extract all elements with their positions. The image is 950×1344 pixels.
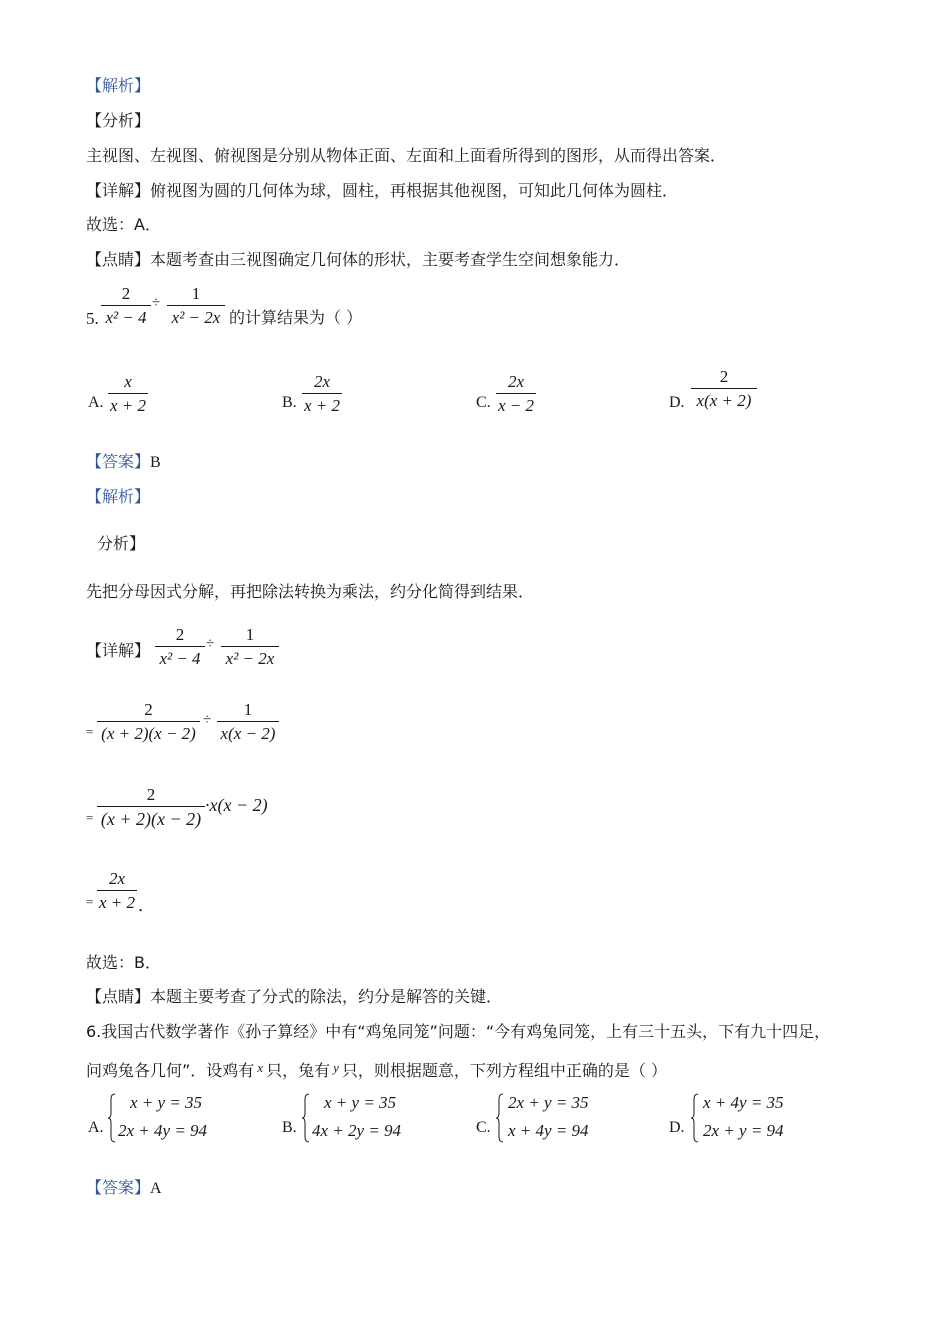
q5-step1-divide-sign: ÷ [203, 712, 212, 728]
q5-option-d-label: D. [669, 394, 685, 411]
q5-step3-den: x + 2 [98, 893, 136, 912]
q5-step2-den: (x + 2)(x − 2) [100, 809, 202, 829]
q5-detail-tag: 【详解】 [86, 641, 151, 660]
q5-option-b-den: x + 2 [303, 396, 341, 415]
q5-answer [86, 451, 161, 474]
q6-stem-part-a: 问鸡兔各几何”．设鸡有 [86, 1061, 255, 1080]
q5-step2-fraction [97, 784, 205, 829]
q5-step1-equals: = [86, 724, 94, 739]
q6-option-c-eq2: x + 4y = 94 [508, 1121, 589, 1140]
q5-option-c-fraction [496, 371, 536, 416]
q5-step1-fraction-2 [217, 699, 279, 744]
q5-option-a-label: A. [88, 394, 104, 411]
q4-detail [86, 180, 678, 202]
q5-option-d-num: 2 [719, 367, 729, 386]
q4-comment-text: 本题考查由三视图确定几何体的形状，主要考查学生空间想象能力． [150, 250, 631, 269]
q6-var-x: x [257, 1060, 264, 1075]
q5-detail-f2-den: x² − 2x [225, 649, 275, 668]
q5-detail-fraction-2 [221, 624, 279, 669]
q6-option-c-eq1: 2x + y = 35 [508, 1093, 589, 1112]
q6-option-a-eq1: x + y = 35 [130, 1093, 203, 1112]
q5-option-c-num: 2x [507, 372, 525, 391]
q5-f1-num: 2 [121, 284, 131, 303]
q5-step1-den2: x(x − 2) [220, 724, 276, 743]
q5-fraction-2 [167, 283, 225, 328]
q6-stem-part-c: 只，则根据题意，下列方程组中正确的是（ ） [341, 1061, 667, 1080]
q5-comment-tag: 【点睛】 [86, 987, 151, 1006]
q5-number: 5. [86, 309, 99, 328]
q5-step3-equals: = [86, 894, 94, 909]
q5-answer-tag: 【答案】 [86, 452, 151, 471]
q5-option-c-label: C. [476, 394, 491, 411]
q6-option-d-eq2: 2x + y = 94 [703, 1121, 784, 1140]
q6-answer [86, 1177, 162, 1200]
q5-step1-num2: 1 [243, 700, 253, 719]
q5-step1-fraction-1 [97, 699, 200, 744]
q5-f2-num: 1 [191, 284, 201, 303]
q5-step1-den: (x + 2)(x − 2) [101, 724, 196, 743]
brace-icon [496, 1093, 504, 1143]
q6-option-d-label: D. [669, 1119, 685, 1136]
q5-option-d-den: x(x + 2) [696, 391, 752, 410]
q5-option-a-num: x [124, 372, 132, 391]
q4-detail-tag: 【详解】 [86, 181, 151, 200]
q4-comment [86, 249, 630, 271]
q4-analysis: 主视图、左视图、俯视图是分别从物体正面、左面和上面看所得到的图形，从而得出答案． [86, 146, 727, 165]
q6-stem-line-2 [86, 1057, 667, 1082]
q5-step3-num: 2x [108, 869, 126, 888]
q6-option-a-eq2: 2x + 4y = 94 [118, 1121, 208, 1140]
q5-option-a-den: x + 2 [109, 396, 147, 415]
q6-option-d-eq1: x + 4y = 35 [703, 1093, 784, 1112]
q6-option-a-label: A. [88, 1119, 104, 1136]
q5-stem-tail: 的计算结果为（ ） [229, 308, 363, 327]
q5-answer-value: B [150, 454, 161, 471]
q4-jiexi-tag: 【解析】 [86, 76, 151, 95]
q5-comment-text: 本题主要考查了分式的除法，约分是解答的关键． [150, 987, 503, 1006]
q6-option-b-label: B. [282, 1119, 297, 1136]
q5-detail-divide-sign: ÷ [206, 636, 215, 652]
q5-option-c-den: x − 2 [497, 396, 535, 415]
q5-f2-den: x² − 2x [171, 308, 221, 327]
q5-choice: 故选：B． [86, 953, 161, 972]
q5-f1-den: x² − 4 [105, 308, 147, 327]
q5-step3-fraction [97, 868, 137, 913]
q5-divide-sign: ÷ [152, 295, 161, 311]
q5-step3-period: ． [138, 896, 155, 915]
q5-comment [86, 986, 502, 1008]
q5-fraction-1 [101, 283, 151, 328]
brace-icon [302, 1093, 310, 1143]
q6-option-b-eq1: x + y = 35 [324, 1093, 397, 1112]
q4-detail-text: 俯视图为圆的几何体为球，圆柱，再根据其他视图，可知此几何体为圆柱． [150, 181, 679, 200]
brace-icon [108, 1093, 116, 1143]
q5-option-b-num: 2x [313, 372, 331, 391]
q5-step2-tail: ·x(x − 2) [205, 795, 268, 815]
q6-answer-value: A [150, 1180, 162, 1197]
q5-option-a-fraction [108, 371, 148, 416]
q5-detail-f1-num: 2 [175, 625, 185, 644]
brace-icon [691, 1093, 699, 1143]
q6-answer-tag: 【答案】 [86, 1178, 151, 1197]
q4-comment-tag: 【点睛】 [86, 250, 151, 269]
q5-detail-f2-num: 1 [245, 625, 255, 644]
q6-stem-part-b: 只，兔有 [266, 1061, 331, 1080]
q5-jiexi-tag: 【解析】 [86, 487, 151, 506]
q5-step1-num: 2 [144, 700, 153, 719]
q6-option-b-eq2: 4x + 2y = 94 [312, 1121, 402, 1140]
q6-var-y: y [333, 1060, 339, 1075]
q6-option-c-label: C. [476, 1119, 491, 1136]
q6-stem-line-1: 6.我国古代数学著作《孙子算经》中有“鸡兔同笼”问题：“今有鸡兔同笼，上有三十五头，下有九十四足， [86, 1022, 831, 1041]
q5-analysis: 先把分母因式分解，再把除法转换为乘法，约分化简得到结果． [86, 582, 535, 601]
q5-option-b-fraction [302, 371, 342, 416]
q5-step2-equals: = [86, 810, 94, 825]
q5-option-b-label: B. [282, 394, 297, 411]
q4-fenxi-tag: 【分析】 [86, 111, 151, 130]
q5-step2-num: 2 [146, 785, 156, 804]
q5-option-d-fraction [691, 366, 757, 411]
q4-choice: 故选：A． [86, 215, 161, 234]
q5-fenxi-tag: 分析】 [97, 534, 146, 553]
q5-detail-f1-den: x² − 4 [159, 649, 201, 668]
q5-detail-fraction-1 [155, 624, 205, 669]
